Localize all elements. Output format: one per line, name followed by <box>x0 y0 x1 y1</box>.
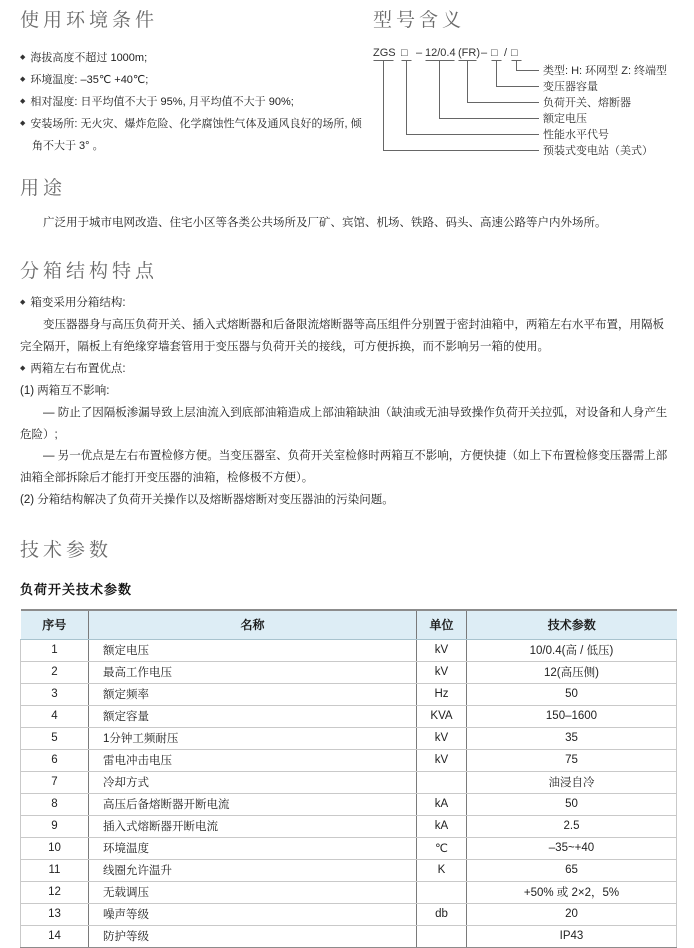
usage-paragraph: 广泛用于城市电网改造、住宅小区等各类公共场所及厂矿、宾馆、机场、铁路、码头、高速公路等户内外场所。 <box>43 216 607 229</box>
cell-name: 插入式熔断器开断电流 <box>89 815 417 837</box>
cell-unit: Hz <box>417 683 467 705</box>
structure-section-title: 分箱结构特点 <box>20 260 159 282</box>
cell-value: 50 <box>467 683 677 705</box>
diamond-bullet-icon: ◆ <box>20 97 26 105</box>
model-token-box3: □ <box>511 46 518 59</box>
structure-feature-list <box>20 293 674 511</box>
cell-index: 12 <box>21 881 89 903</box>
cell-name: 最高工作电压 <box>89 661 417 683</box>
cell-index: 10 <box>21 837 89 859</box>
table-row <box>21 793 677 815</box>
usage-section-title: 用途 <box>20 178 67 199</box>
header-cell-unit: 单位 <box>417 610 467 640</box>
table-row <box>21 727 677 749</box>
cell-index: 11 <box>21 859 89 881</box>
model-label-substation: 预装式变电站（美式） <box>543 144 653 157</box>
connector-line-box3 <box>512 60 540 70</box>
cell-value: 油浸自冷 <box>467 771 677 793</box>
cell-value: 35 <box>467 727 677 749</box>
table-row <box>21 749 677 771</box>
list-item: — 防止了因隔板渗漏导致上层油流入到底部油箱造成上部油箱缺油（缺油或无油导致操作负荷开关拉弧，对设备和人身产生危险）; <box>20 406 668 441</box>
model-label-rated-volt: 额定电压 <box>543 112 587 125</box>
params-table-body <box>21 639 677 947</box>
list-item-text: 箱变采用分箱结构: <box>30 297 126 310</box>
cell-value: 12(高压侧) <box>467 661 677 683</box>
model-token-box2: □ <box>491 46 498 59</box>
model-label-type: 类型: H: 环网型 Z: 终端型 <box>543 64 668 77</box>
model-label-capacity: 变压器容量 <box>543 80 598 93</box>
list-item <box>20 69 368 91</box>
diamond-bullet-icon: ◆ <box>20 299 26 307</box>
list-item <box>20 293 674 315</box>
list-item: 变压器器身与高压负荷开关、插入式熔断器和后备限流熔断器等高压组件分别置于密封油箱中，两箱左右水平布置，用隔板完全隔开，隔板上有绝缘穿墙套管用于变压器与负荷开关的接线，可方便拆换，而不影响另一箱的使用。 <box>20 319 664 354</box>
table-row <box>21 859 677 881</box>
cell-value: +50% 或 2×2，5% <box>467 881 677 903</box>
cell-value: IP43 <box>467 925 677 947</box>
cell-value: 20 <box>467 903 677 925</box>
model-designation-diagram <box>373 43 688 161</box>
connector-line-fr <box>459 60 540 102</box>
cell-name: 高压后备熔断器开断电流 <box>89 793 417 815</box>
model-token-slash: / <box>504 46 508 59</box>
cell-unit: kV <box>417 661 467 683</box>
cell-index: 6 <box>21 749 89 771</box>
header-cell-name: 名称 <box>89 610 417 640</box>
model-token-voltage: 12/0.4 <box>425 46 456 59</box>
list-item-text: 安装场所: 无火灾、爆炸危险、化学腐蚀性气体及通风良好的场所, 倾角不大于 3° 。 <box>30 117 362 152</box>
top-two-column-area <box>0 0 694 168</box>
connector-line-box2 <box>492 60 540 86</box>
cell-name: 冷却方式 <box>89 771 417 793</box>
list-item: — 另一优点是左右布置检修方便。当变压器室、负荷开关室检修时两箱互不影响，方便快捷（如上下布置检修变压器需上部油箱全部拆除后才能打开变压器的油箱，检修极不方便）。 <box>20 450 668 485</box>
cell-index: 4 <box>21 705 89 727</box>
list-item: (2) 分箱结构解决了负荷开关操作以及熔断器熔断对变压器油的污染问题。 <box>20 494 394 507</box>
environment-conditions-list <box>20 47 368 157</box>
tech-params-section-title: 技术参数 <box>20 539 113 561</box>
cell-unit: db <box>417 903 467 925</box>
diamond-bullet-icon: ◆ <box>20 364 26 372</box>
list-item <box>20 91 368 113</box>
cell-index: 3 <box>21 683 89 705</box>
cell-value: 2.5 <box>467 815 677 837</box>
cell-unit: ℃ <box>417 837 467 859</box>
model-label-perf-code: 性能水平代号 <box>543 128 609 141</box>
cell-index: 2 <box>21 661 89 683</box>
cell-value: 50 <box>467 793 677 815</box>
connector-line-series <box>374 60 540 150</box>
cell-unit: KVA <box>417 705 467 727</box>
table-row <box>21 705 677 727</box>
table-row <box>21 903 677 925</box>
list-item <box>20 47 368 69</box>
table-row <box>21 683 677 705</box>
environment-conditions-section <box>20 10 368 157</box>
cell-unit: kV <box>417 639 467 661</box>
cell-unit: kA <box>417 815 467 837</box>
connector-line-box1 <box>402 60 540 134</box>
diamond-bullet-icon: ◆ <box>20 119 26 127</box>
table-row <box>21 661 677 683</box>
list-item <box>20 359 674 381</box>
cell-unit: K <box>417 859 467 881</box>
list-item-text: 海拔高度不超过 1000m; <box>30 51 148 64</box>
cell-value: 65 <box>467 859 677 881</box>
diamond-bullet-icon: ◆ <box>20 53 26 61</box>
cell-name: 线圈允许温升 <box>89 859 417 881</box>
table-row <box>21 837 677 859</box>
cell-unit: kA <box>417 793 467 815</box>
cell-index: 9 <box>21 815 89 837</box>
table-row <box>21 881 677 903</box>
cell-index: 1 <box>21 639 89 661</box>
model-token-series: ZGS <box>373 46 396 59</box>
cell-unit <box>417 771 467 793</box>
list-item <box>20 113 368 157</box>
params-table <box>20 609 677 948</box>
table-row <box>21 815 677 837</box>
model-section-title: 型号含义 <box>373 10 466 31</box>
cell-name: 雷电冲击电压 <box>89 749 417 771</box>
header-cell-index: 序号 <box>21 610 89 640</box>
list-item: (1) 两箱互不影响: <box>20 384 110 397</box>
cell-unit <box>417 881 467 903</box>
connector-line-voltage <box>426 60 540 118</box>
environment-section-title: 使用环境条件 <box>20 10 159 31</box>
cell-index: 14 <box>21 925 89 947</box>
table-row <box>21 925 677 947</box>
list-item-text: 相对湿度: 日平均值不大于 95%, 月平均值不大于 90%; <box>30 95 294 108</box>
cell-value: 10/0.4(高 / 低压) <box>467 639 677 661</box>
cell-name: 环境温度 <box>89 837 417 859</box>
header-cell-value: 技术参数 <box>467 610 677 640</box>
cell-unit: kV <box>417 727 467 749</box>
cell-name: 1分钟工频耐压 <box>89 727 417 749</box>
table-row <box>21 771 677 793</box>
model-token-box1: □ <box>401 46 408 59</box>
cell-unit <box>417 925 467 947</box>
cell-value: 150–1600 <box>467 705 677 727</box>
model-token-fr: (FR) <box>458 46 480 59</box>
model-label-switch-fuse: 负荷开关、熔断器 <box>543 96 631 109</box>
table-header-row <box>21 610 677 640</box>
model-token-dash1: – <box>416 46 423 59</box>
table-row <box>21 639 677 661</box>
diamond-bullet-icon: ◆ <box>20 75 26 83</box>
cell-unit: kV <box>417 749 467 771</box>
list-item-text: 两箱左右布置优点: <box>30 362 126 375</box>
cell-name: 无载调压 <box>89 881 417 903</box>
cell-name: 额定频率 <box>89 683 417 705</box>
params-table-head <box>21 610 677 640</box>
model-designation-section <box>373 10 688 161</box>
cell-index: 7 <box>21 771 89 793</box>
model-token-dash2: – <box>481 46 488 59</box>
cell-name: 额定容量 <box>89 705 417 727</box>
cell-name: 噪声等级 <box>89 903 417 925</box>
cell-name: 额定电压 <box>89 639 417 661</box>
list-item-text: 环境温度: –35℃ +40℃; <box>30 73 149 86</box>
cell-value: 75 <box>467 749 677 771</box>
cell-index: 13 <box>21 903 89 925</box>
main-content-flow <box>20 178 674 948</box>
load-switch-params-subtitle: 负荷开关技术参数 <box>20 581 133 597</box>
cell-value: –35~+40 <box>467 837 677 859</box>
cell-index: 5 <box>21 727 89 749</box>
cell-index: 8 <box>21 793 89 815</box>
cell-name: 防护等级 <box>89 925 417 947</box>
